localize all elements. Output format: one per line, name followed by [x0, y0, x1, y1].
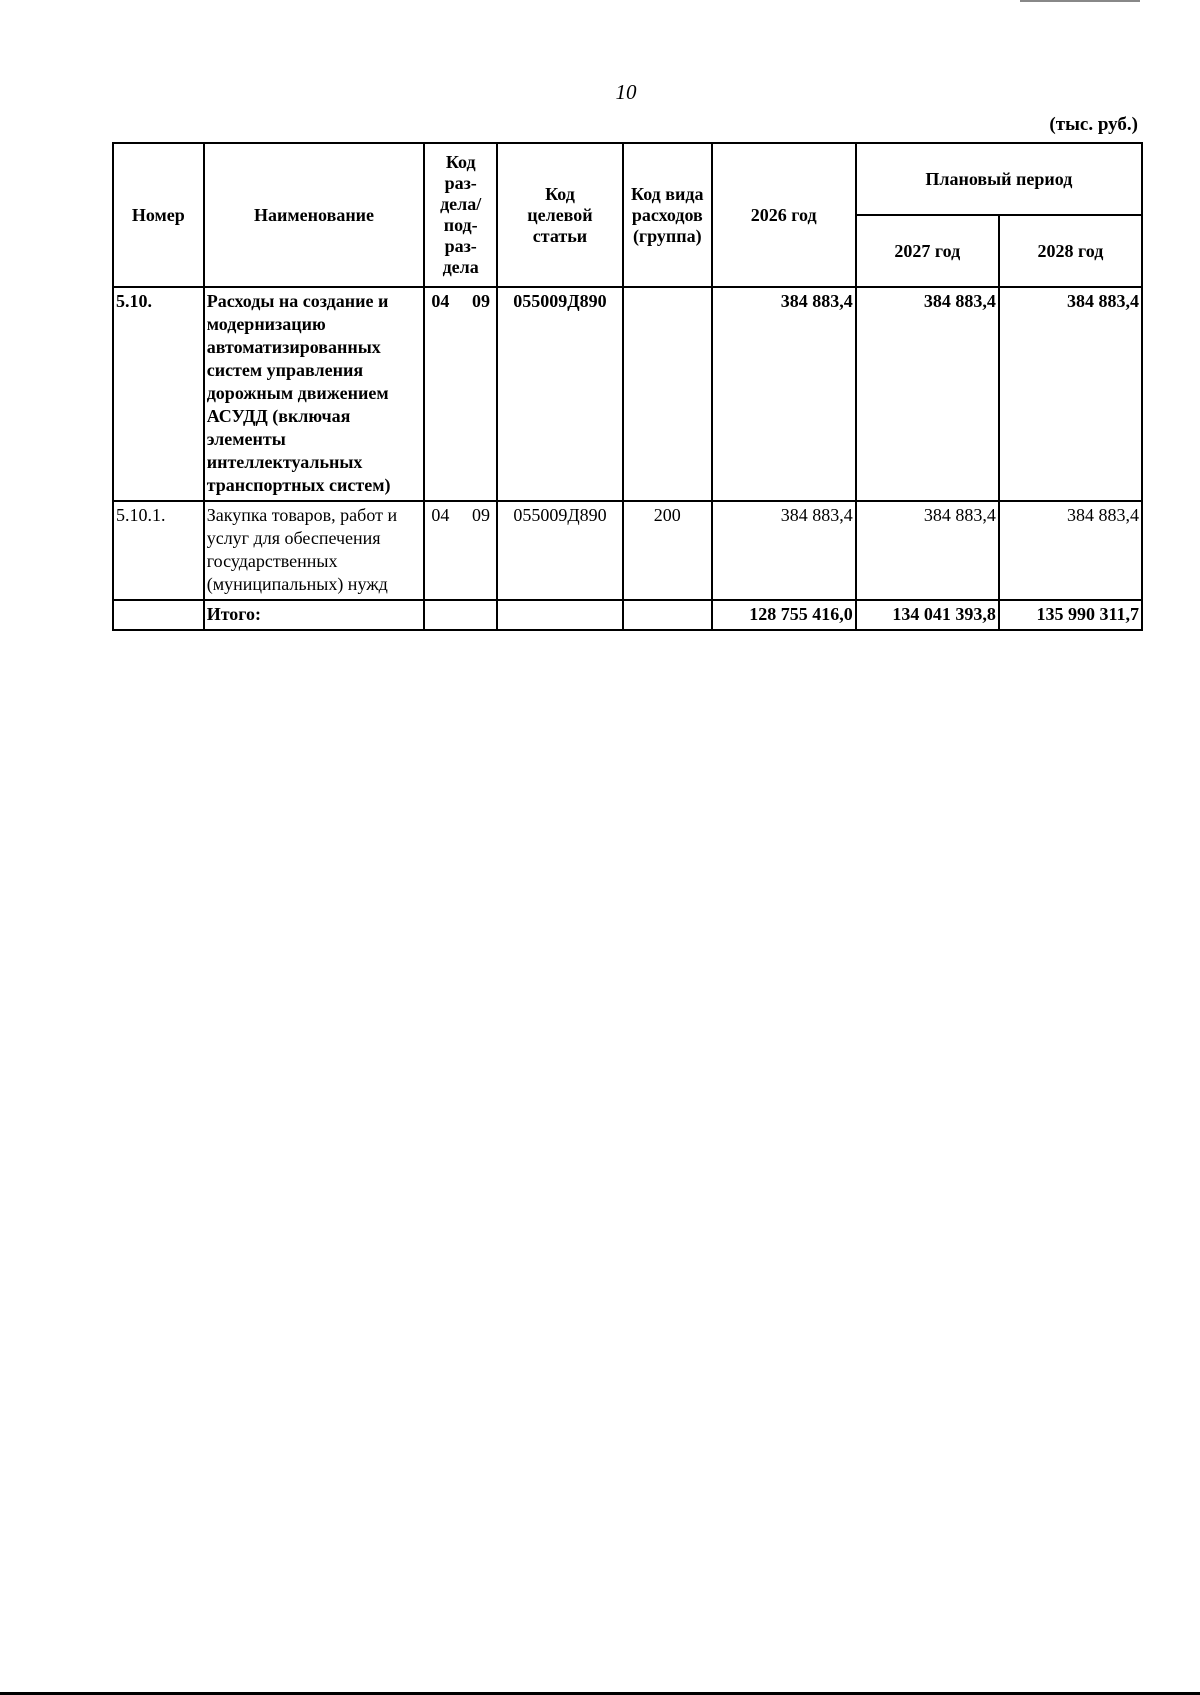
total-number: [113, 600, 204, 630]
row-razdel: [424, 501, 497, 600]
row-value-2028: 384 883,4: [999, 501, 1142, 600]
table-row: [113, 501, 1142, 600]
total-target-article: [497, 600, 623, 630]
table-header-row: [113, 143, 1142, 215]
total-value-2028: 135 990 311,7: [999, 600, 1142, 630]
total-value-2026: 128 755 416,0: [712, 600, 856, 630]
table-row: [113, 287, 1142, 501]
units-label: (тыс. руб.): [1049, 114, 1138, 135]
header-year-2027: 2027 год: [856, 215, 999, 287]
row-name: Расходы на создание и модернизацию автоматизированных систем управления дорожным движением АСУДД (включая элементы интеллектуальных транспортных систем): [204, 287, 425, 501]
header-year-2028: 2028 год: [999, 215, 1142, 287]
row-value-2028: 384 883,4: [999, 287, 1142, 501]
razdel-code: 04: [431, 291, 450, 311]
row-value-2027: 384 883,4: [856, 501, 999, 600]
podrazdel-code: 09: [471, 291, 490, 311]
header-number: Номер: [113, 143, 204, 287]
podrazdel-code: 09: [471, 505, 490, 525]
header-target-article: Код целевой статьи: [497, 143, 623, 287]
row-value-2027: 384 883,4: [856, 287, 999, 501]
total-value-2027: 134 041 393,8: [856, 600, 999, 630]
row-value-2026: 384 883,4: [712, 501, 856, 600]
budget-table: [112, 142, 1143, 631]
total-razdel: [424, 600, 497, 630]
header-planned-period: Плановый период: [856, 143, 1142, 215]
row-razdel: [424, 287, 497, 501]
row-expense-type: [623, 287, 712, 501]
header-razdel: Код раз-дела/ под-раз-дела: [424, 143, 497, 287]
row-number: 5.10.1.: [113, 501, 204, 600]
row-target-article: 055009Д890: [497, 501, 623, 600]
header-year-2026: 2026 год: [712, 143, 856, 287]
total-label: Итого:: [204, 600, 425, 630]
row-target-article: 055009Д890: [497, 287, 623, 501]
row-name: Закупка товаров, работ и услуг для обеспечения государственных (муниципальных) нужд: [204, 501, 425, 600]
scan-corner-mark: [1020, 0, 1140, 6]
header-expense-type: Код вида расходов (группа): [623, 143, 712, 287]
table-total-row: [113, 600, 1142, 630]
header-name: Наименование: [204, 143, 425, 287]
page-number: 10: [615, 80, 637, 104]
row-value-2026: 384 883,4: [712, 287, 856, 501]
row-number: 5.10.: [113, 287, 204, 501]
total-expense-type: [623, 600, 712, 630]
razdel-code: 04: [431, 505, 450, 525]
row-expense-type: 200: [623, 501, 712, 600]
